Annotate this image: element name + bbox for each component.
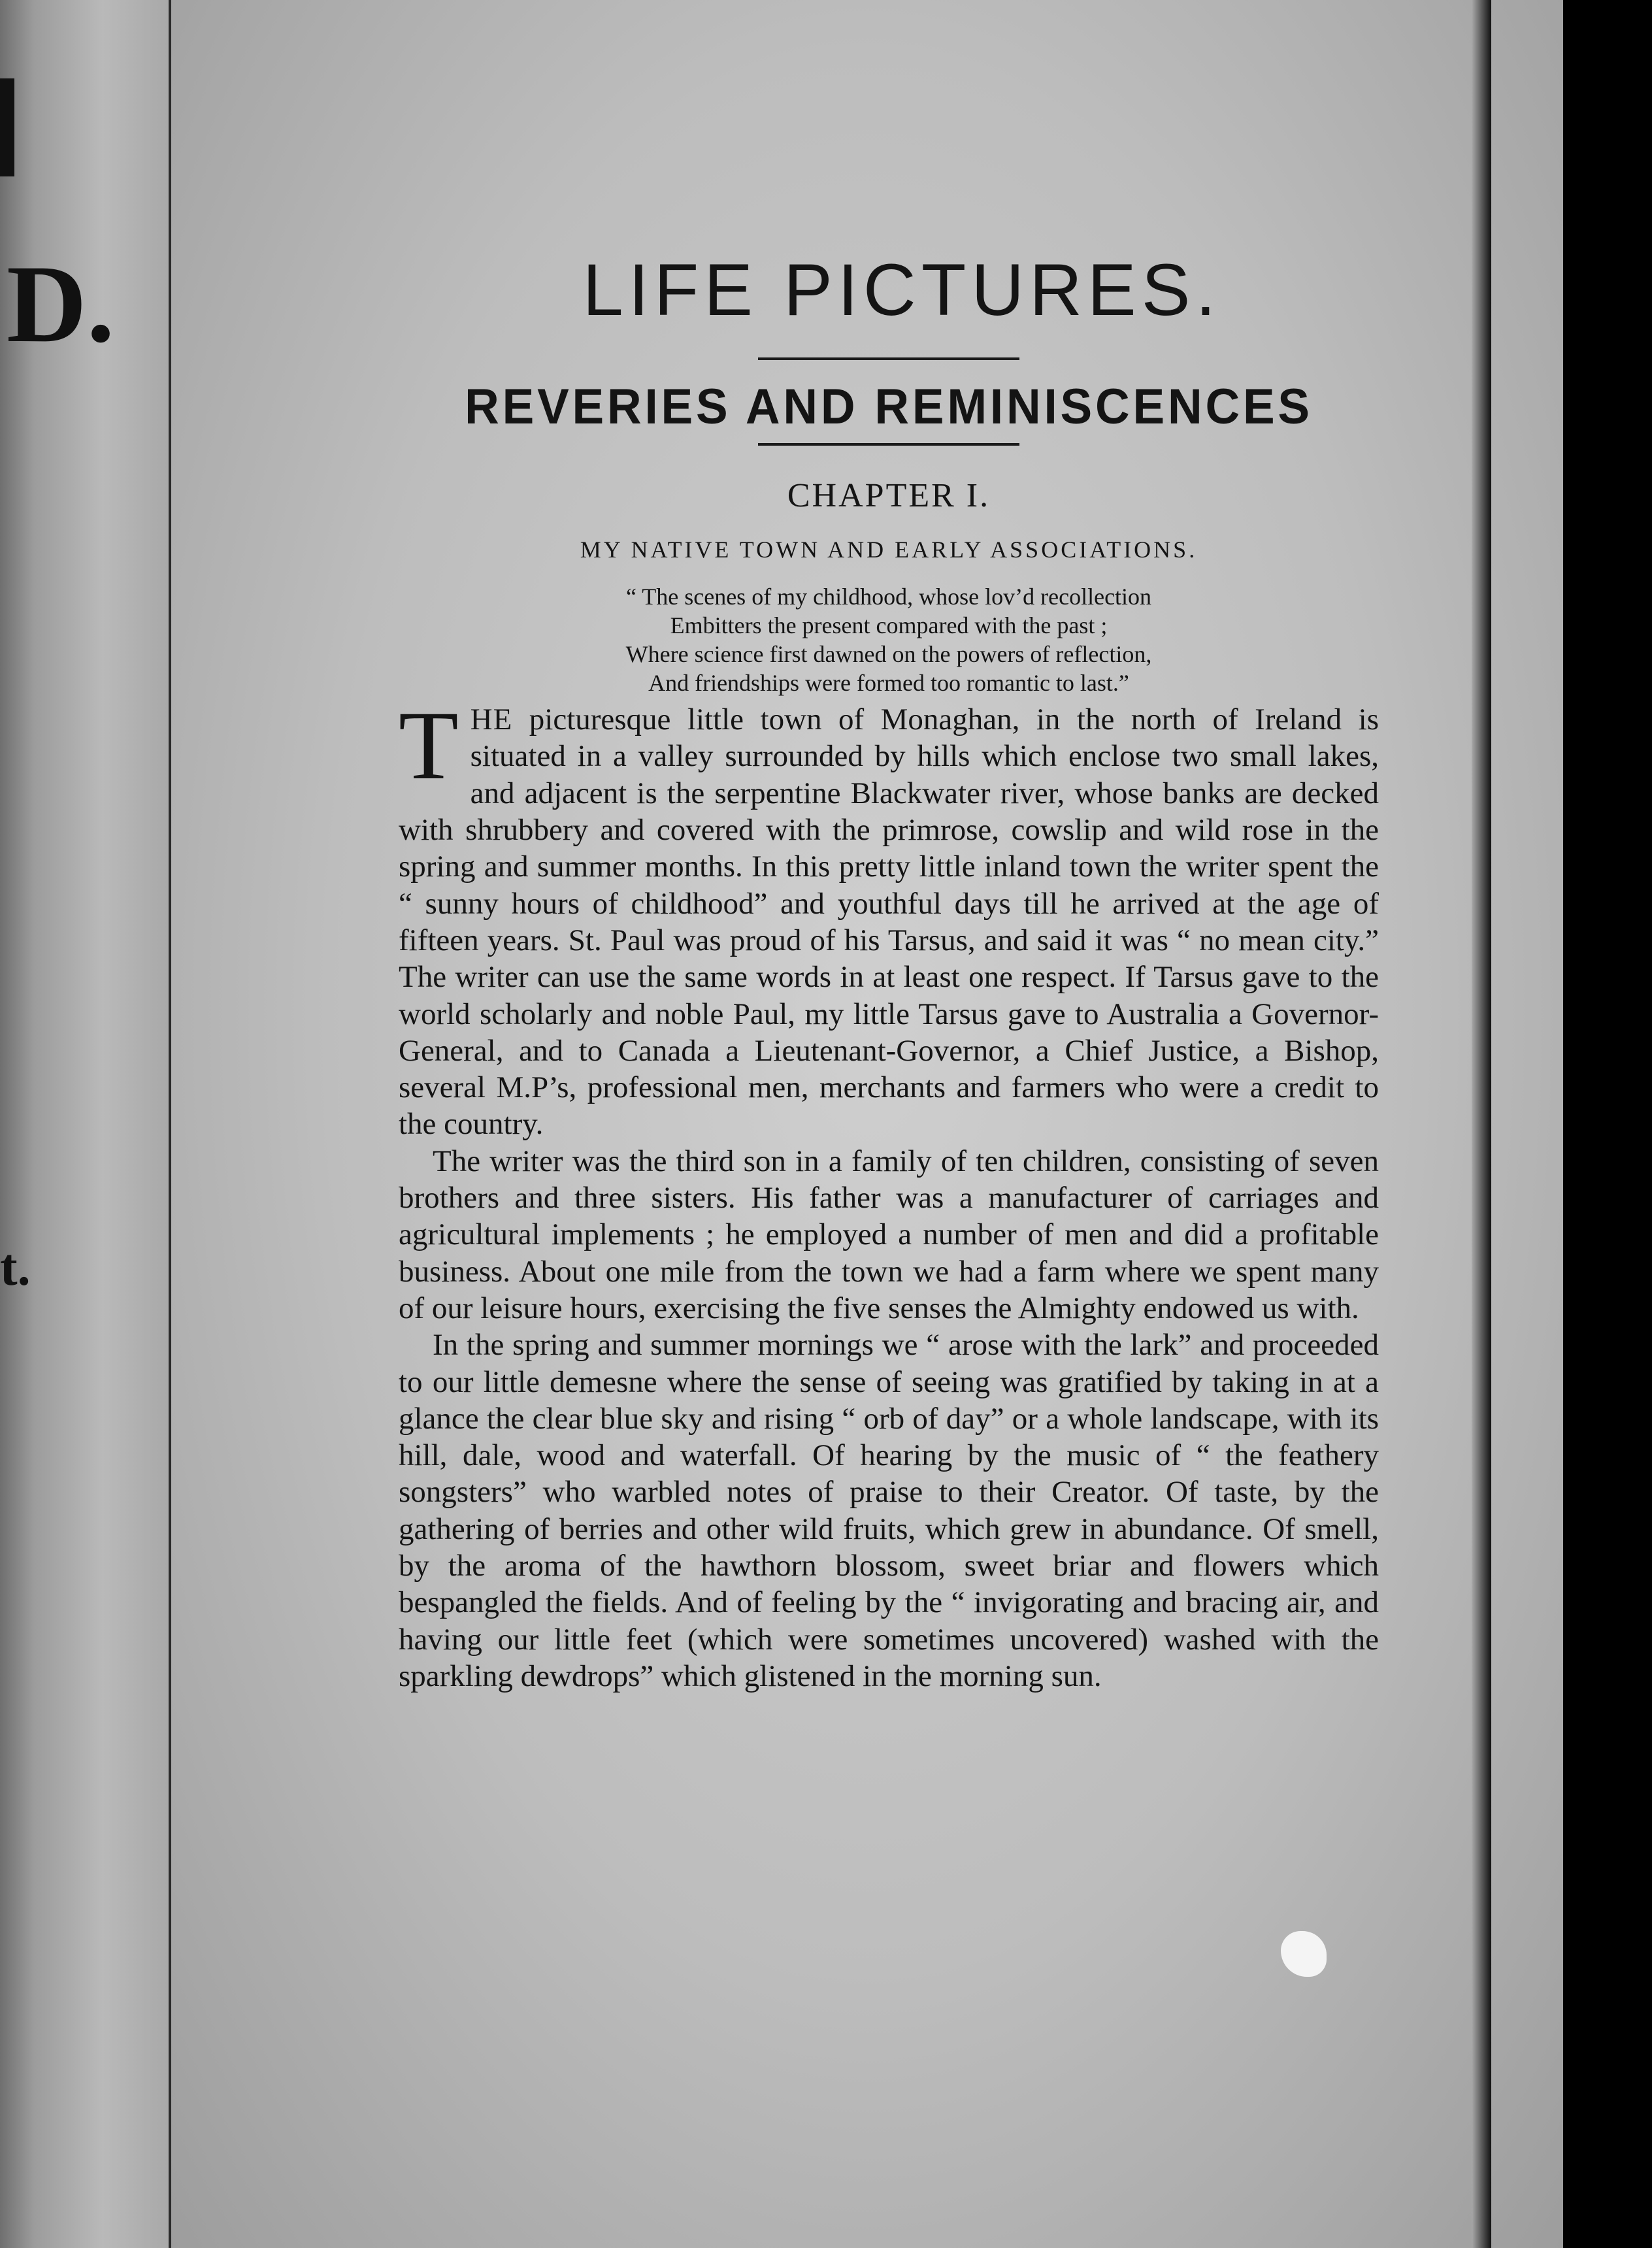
book-subtitle: REVERIES AND REMINISCENCES [465, 378, 1313, 435]
verse-line: Where science first dawned on the powers of reflection, [625, 641, 1152, 668]
body-text [399, 691, 1379, 1694]
paragraph [399, 691, 1379, 1143]
verse-line: And friendships were formed too romantic to last.” [648, 670, 1129, 697]
facing-page-strip [0, 0, 171, 2248]
page-content [399, 248, 1379, 1694]
chapter-title: MY NATIVE TOWN AND EARLY ASSOCIATIONS. [580, 536, 1198, 563]
first-word-rest: HE [470, 702, 513, 737]
book-title: LIFE PICTURES. [582, 249, 1221, 331]
facing-page-mark-bar [0, 78, 14, 176]
verse-line: Embitters the present compared with the past ; [670, 612, 1108, 639]
drop-cap: T [399, 691, 459, 801]
subtitle-rule [758, 443, 1019, 446]
paragraph-text: picturesque little town of Monaghan, in the north of Ireland is situated in a valley surrounded by hills which enclose two small lakes, and adjacent is the serpentine Blackwater river, whose banks are decked with shrubbery and covered with the primrose, cowslip and wild rose in the spring and summer months. In this pretty little inland town the writer spent the “ sunny hours of childhood” and youthful days till he arrived at the age of fifteen years. St. Paul was proud of his Tarsus, and said it was “ no mean city.” The writer can use the same words in at least one respect. If Tarsus gave to the world scholarly and noble Paul, my little Tarsus gave to Australia a Governor-General, and to Canada a Lieutenant-Governor, a Chief Justice, a Bishop, several M.P’s, professional men, merchants and farmers who were a credit to the country. [399, 702, 1379, 1142]
title-rule [758, 357, 1019, 360]
verse-line: “ The scenes of my childhood, whose lov’d recollection [625, 584, 1152, 610]
paragraph: The writer was the third son in a family of ten children, consisting of seven brothers and three sisters. His father was a manufacturer of carriages and agricultural implements ; he employed a number of men and did a profitable business. About one mile from the town we had a farm where we spent many of our leisure hours, exercising the five senses the Almighty endowed us with. [399, 1144, 1379, 1325]
facing-page-mark-t: t. [0, 1239, 31, 1297]
facing-page-mark-d: D. [7, 242, 115, 365]
paragraph: In the spring and summer mornings we “ arose with the lark” and proceeded to our little demesne where the sense of seeing was gratified by taking in at a glance the clear blue sky and rising “ orb of day” or a whole landscape, with its hill, dale, wood and waterfall. Of hearing by the music of “ the feathery songsters” who warbled notes of praise to their Creator. Of taste, by the gathering of berries and other wild fruits, which grew in abundance. Of smell, by the aroma of the hawthorn blossom, sweet briar and flowers which bespangled the fields. And of feeling by the “ invigorating and bracing air, and having our little feet (which were sometimes uncovered) washed with the sparkling dewdrops” which glistened in the morning sun. [399, 1328, 1379, 1693]
page-edge-shadow [1472, 0, 1491, 2248]
chapter-number: CHAPTER I. [787, 477, 991, 515]
epigraph-verse [399, 582, 1379, 697]
